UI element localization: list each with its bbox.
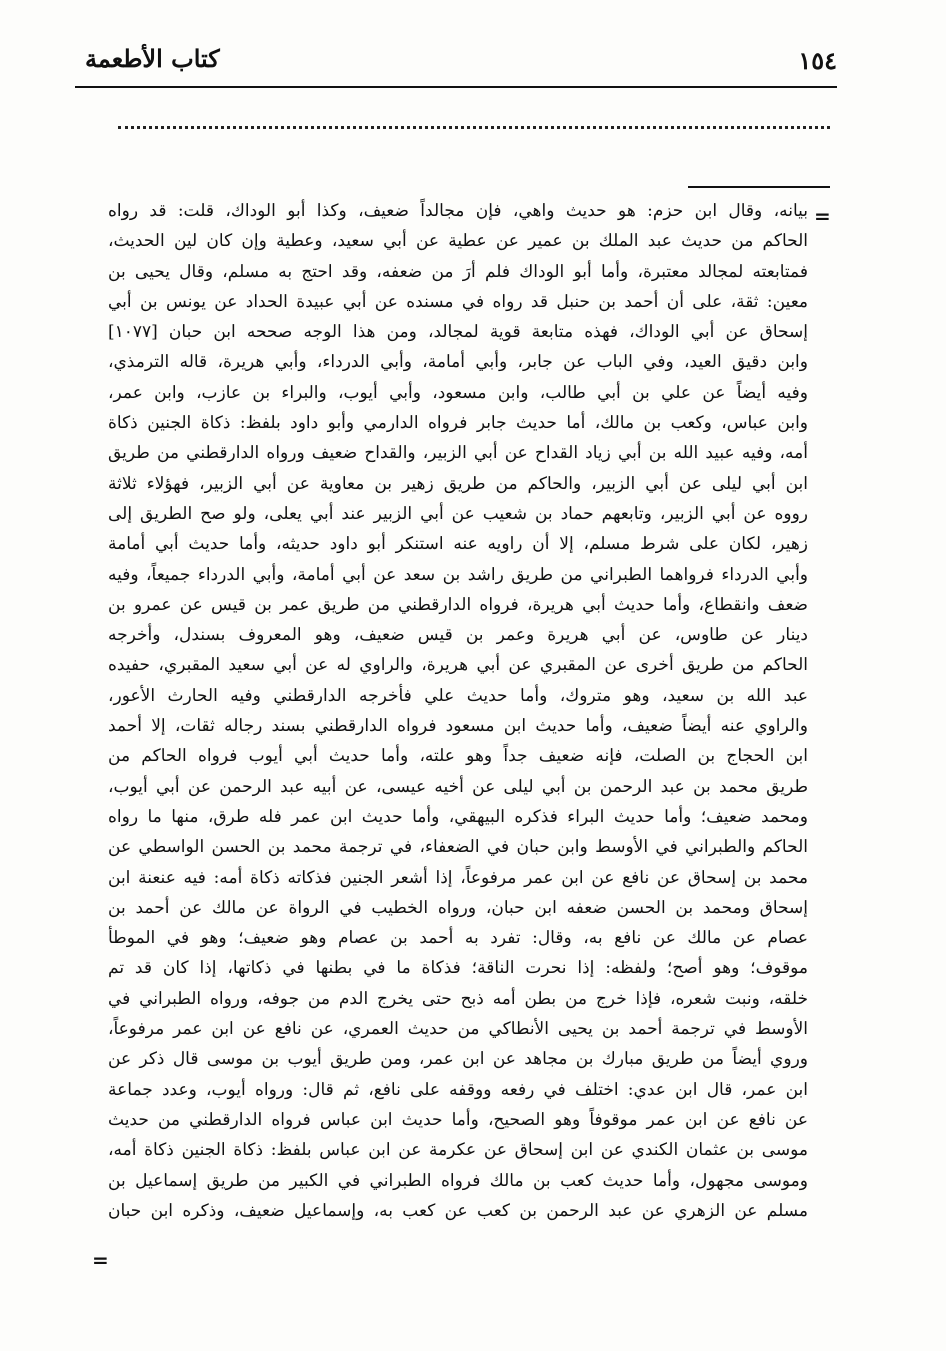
- text-line: رووه عن أبي الزبير، وتابعهم حماد بن شعيب عن أبي الزبير عند أبي يعلى، ولو صح الطريق إلى: [108, 503, 808, 524]
- text-line: ضعف وانقطاع، وأما حديث أبي هريرة، فرواه الدارقطني من طريق عمر بن قيس عن عمرو بن: [108, 594, 808, 615]
- text-line: إسحاق ومحمد بن الحسن ضعفه ابن حبان، ورواه الخطيب في الرواة عن مالك عن أحمد بن: [108, 897, 808, 918]
- dotted-separator: [118, 126, 830, 133]
- text-line: وفيه أيضاً عن علي بن أبي طالب، وابن مسعود، وأبي أيوب، والبراء بن عازب، وابن عمر،: [108, 382, 808, 403]
- text-line: عصام عن مالك عن نافع به، وقال: تفرد به أحمد بن عصام وهو ضعيف؛ وهو في الموطأ: [108, 928, 808, 949]
- text-line: معين: ثقة، على أن أحمد بن حنبل قد رواه في مسنده عن أبي عبيدة الحداد عن يونس بن أبي: [108, 291, 808, 312]
- text-line: فمتابعته لمجالد معتبرة، وأما أبو الوداك فلم أرَ من ضعفه، وقد احتج به مسلم، وقال يحيى بن: [108, 261, 808, 282]
- text-line: ومحمد ضعيف؛ وأما حديث البراء فذكره البيهقي، وأما حديث ابن عمر فله طرق، منها ما رواه: [108, 806, 808, 827]
- text-line: إسحاق عن أبي الوداك، فهذه متابعة قوية لمجالد، ومن هذا الوجه صححه ابن حبان [١٠٧٧]: [108, 322, 808, 343]
- page-number: ١٥٤: [798, 46, 837, 75]
- text-line: [108, 1226, 808, 1256]
- end-mark: =: [92, 1248, 109, 1272]
- continuation-mark: =: [814, 204, 831, 228]
- page-header: [75, 44, 837, 84]
- text-line: زهير، لكان على شرط مسلم، إلا أن راويه عنه استنكر أبو داود حديثه، وأما حديث أبي أمامة: [108, 534, 808, 555]
- text-line: موسى بن عثمان الكندي عن ابن إسحاق عن عكرمة عن ابن عباس بلفظ: ذكاة الجنين ذكاة أمه،: [108, 1140, 808, 1161]
- text-line: وأبي الدرداء فرواهما الطبراني من طريق راشد بن سعد عن أبي أمامة، وأبي الدرداء جميعاً، وفيه: [108, 564, 808, 585]
- text-line: الحاكم من طريق أخرى عن المقبري عن أبي هريرة، والراوي له عن أبي سعيد المقبري، حفيده: [108, 655, 808, 676]
- text-line: طريق محمد بن عبد الرحمن بن أبي ليلى عن أخيه عيسى، عن أبيه عبد الرحمن عن أبي أيوب،: [108, 776, 808, 797]
- text-line: الأوسط في ترجمة أحمد بن يحيى الأنطاكي من حديث العمري، عن نافع عن ابن عمر مرفوعاً،: [108, 1019, 808, 1040]
- text-line: موقوف؛ وهو أصح؛ ولفظه: إذا نحرت الناقة؛ فذكاة ما في بطنها في ذكاتها، إذا كان قد تم: [108, 958, 808, 979]
- footnote-rule: [688, 186, 830, 188]
- text-line: وابن عباس، وكعب بن مالك، أما حديث جابر فرواه الدارمي وأبو داود بلفظ: ذكاة الجنين ذكاة: [108, 413, 808, 434]
- text-line: ابن الحجاج بن الصلت، فإنه ضعيف جداً وهو علته، وأما حديث أبي أيوب فرواه الحاكم من: [108, 746, 808, 767]
- text-line: بيانه، وقال ابن حزم: هو حديث واهي، فإن مجالداً ضعيف، وكذا أبو الوداك، قلت: قد رواه: [108, 201, 808, 221]
- text-line: الحاكم والطبراني في الأوسط وابن حبان في الضعفاء، في ترجمة محمد بن الحسن الواسطي عن: [108, 837, 808, 858]
- text-line: مسلم عن الزهري عن عبد الرحمن بن كعب عن كعب به، وإسماعيل ضعيف، وذكره ابن حبان: [108, 1200, 808, 1221]
- text-line: وموسى مجهول، وأما حديث كعب بن مالك فرواه الطبراني في الكبير من طريق إسماعيل بن: [108, 1170, 808, 1191]
- text-line: خلقه، ونبت شعره، فإذا خرج من بطن أمه ذبح حتى يخرج الدم من جوفه، ورواه الطبراني في: [108, 988, 808, 1009]
- text-line: والراوي عنه أيضاً ضعيف، وأما حديث ابن مسعود فرواه الدارقطني بسند رجاله ثقات، إلا أحمد: [108, 716, 808, 737]
- running-title: كتاب الأطعمة: [85, 44, 220, 73]
- text-line: عن نافع عن ابن عمر موقوفاً وهو الصحيح، وأما حديث ابن عباس فرواه الدارقطني من حديث: [108, 1109, 808, 1130]
- text-line: عبد الله بن سعيد، وهو متروك، وأما حديث علي فأخرجه الدارقطني وفيه الحارث الأعور،: [108, 685, 808, 706]
- header-rule: [75, 86, 837, 88]
- text-line: الحاكم من حديث عبد الملك بن عمير عن عطية عن أبي سعيد، وعطية وإن كان لين الحديث،: [108, 231, 808, 252]
- footnote-text: [108, 196, 808, 1286]
- text-line: ابن أبي ليلى عن أبي الزبير، والحاكم من طريق زهير بن معاوية عن أبي الزبير، فهؤلاء ثلاثة: [108, 473, 808, 494]
- text-line: وابن دقيق العيد، وفي الباب عن جابر، وأبي أمامة، وأبي الدرداء، وأبي هريرة، قاله الترمذي،: [108, 352, 808, 373]
- text-line: محمد بن إسحاق عن نافع عن ابن عمر مرفوعاً، إذا أشعر الجنين فذكاته ذكاة أمه: فيه عنعنة ابن: [108, 867, 808, 888]
- text-line: دينار عن طاوس، عن أبي هريرة وعمر بن قيس ضعيف، وهو المعروف بسندل، وأخرجه: [108, 625, 808, 646]
- text-line: أمه، وفيه عبيد الله بن أبي زياد القداح عن أبي الزبير، والقداح ضعيف ورواه الدارقطني من طريق: [108, 443, 808, 464]
- text-line: وروي أيضاً من طريق مبارك بن مجاهد عن ابن عمر، ومن طريق أيوب بن موسى قال ذكر عن: [108, 1049, 808, 1070]
- text-line: ابن عمر، قال ابن عدي: اختلف في رفعه ووقفه على نافع، ثم قال: ورواه أيوب، وعدد جماعة: [108, 1079, 808, 1100]
